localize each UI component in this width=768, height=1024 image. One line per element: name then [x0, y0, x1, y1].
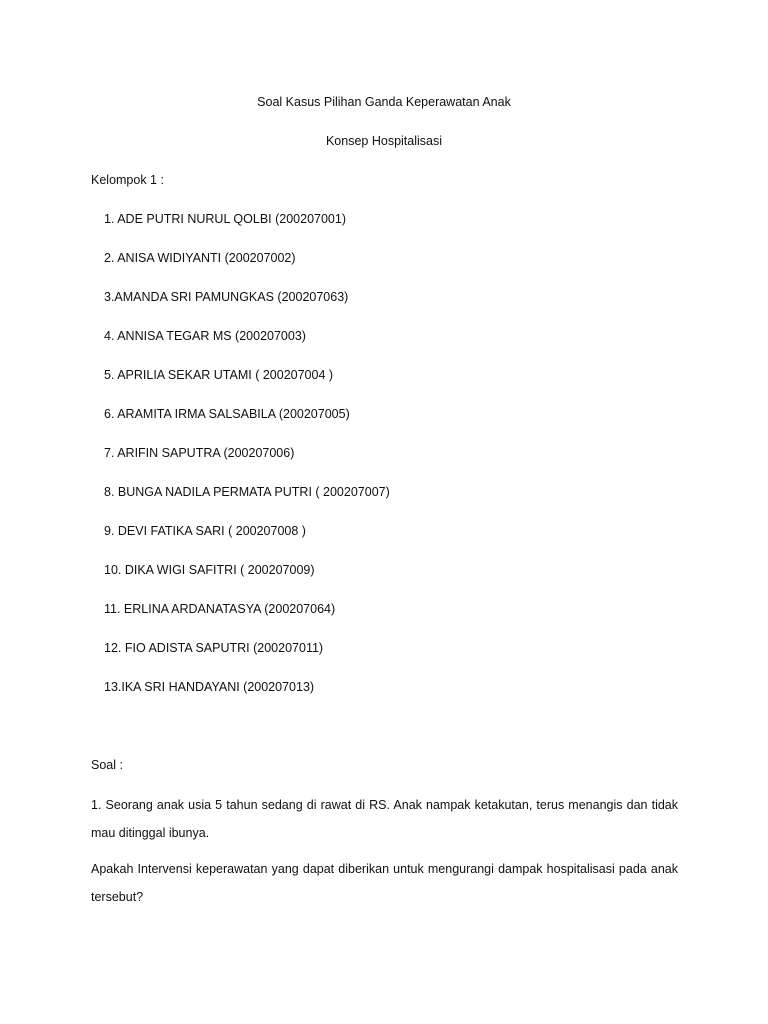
soal-label: Soal : — [91, 758, 123, 772]
member-item: 6. ARAMITA IRMA SALSABILA (200207005) — [104, 407, 350, 421]
document-subtitle: Konsep Hospitalisasi — [325, 134, 443, 148]
member-item: 13.IKA SRI HANDAYANI (200207013) — [104, 680, 315, 694]
member-item: 4. ANNISA TEGAR MS (200207003) — [104, 329, 306, 343]
member-item: 3.AMANDA SRI PAMUNGKAS (200207063) — [104, 290, 349, 304]
member-item: 12. FIO ADISTA SAPUTRI (200207011) — [104, 641, 324, 655]
question-2: Apakah Intervensi keperawatan yang dapat diberikan untuk mengurangi dampak hospitalisasi pada anak tersebut? — [91, 862, 678, 904]
document-title: Soal Kasus Pilihan Ganda Keperawatan Anak — [257, 95, 511, 109]
member-item: 8. BUNGA NADILA PERMATA PUTRI ( 200207007) — [104, 485, 390, 499]
member-item: 9. DEVI FATIKA SARI ( 200207008 ) — [104, 524, 306, 538]
member-item: 11. ERLINA ARDANATASYA (200207064) — [104, 602, 336, 616]
member-item: 5. APRILIA SEKAR UTAMI ( 200207004 ) — [104, 368, 334, 382]
member-item: 1. ADE PUTRI NURUL QOLBI (200207001) — [104, 212, 346, 226]
member-item: 2. ANISA WIDIYANTI (200207002) — [104, 251, 296, 265]
group-label: Kelompok 1 : — [91, 173, 164, 187]
question-1: 1. Seorang anak usia 5 tahun sedang di rawat di RS. Anak nampak ketakutan, terus menangis dan tidak mau ditinggal ibunya. — [91, 798, 678, 840]
member-item: 7. ARIFIN SAPUTRA (200207006) — [104, 446, 295, 460]
member-list — [104, 211, 390, 718]
member-item: 10. DIKA WIGI SAFITRI ( 200207009) — [104, 563, 315, 577]
